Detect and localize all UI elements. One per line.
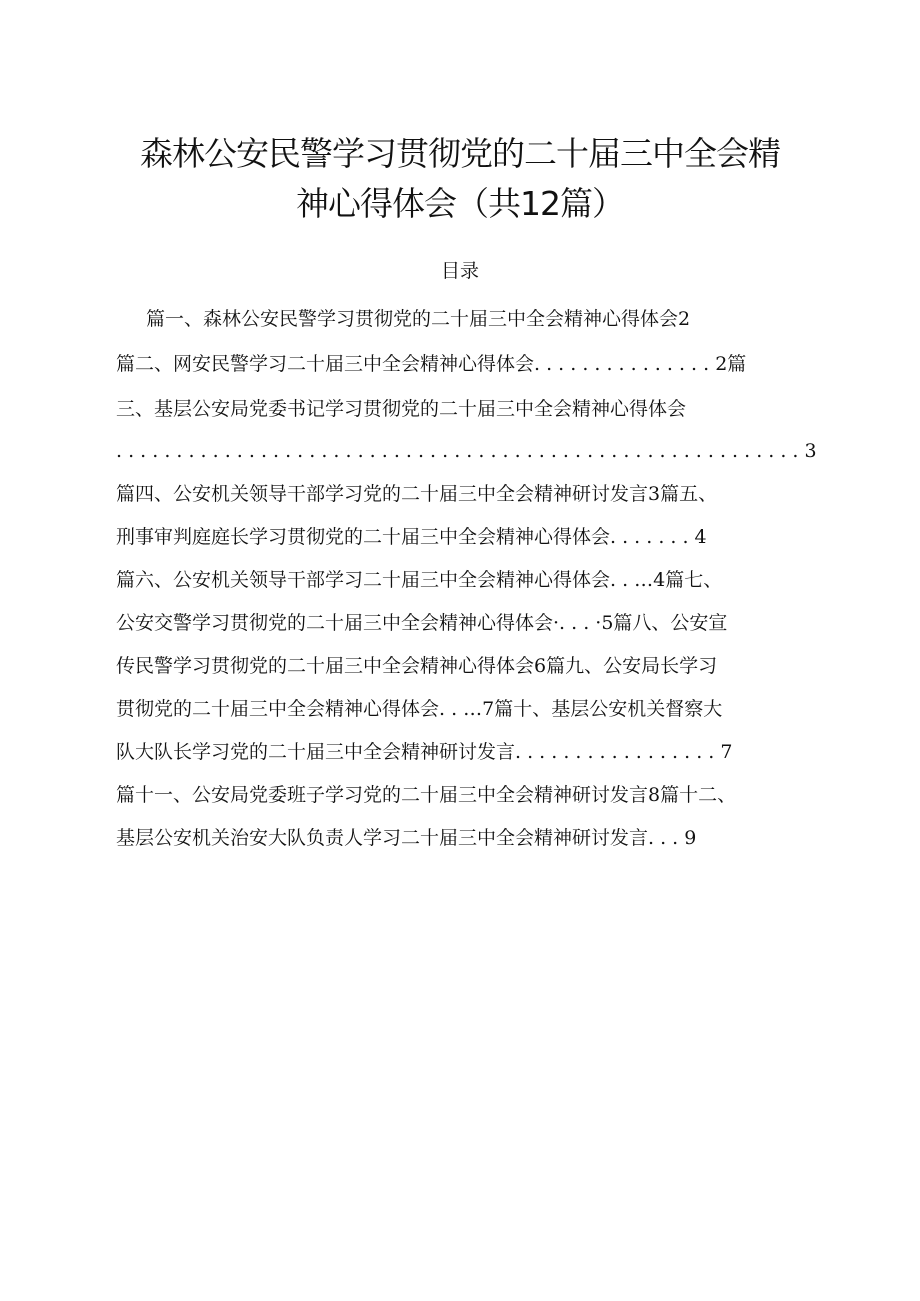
- toc-line: 篇一、森林公安民警学习贯彻党的二十届三中全会精神心得体会2: [146, 308, 691, 330]
- document-title-line-1: 森林公安民警学习贯彻党的二十届三中全会精: [140, 134, 780, 173]
- toc-line: 篇二、网安民警学习二十届三中全会精神心得体会. . . . . . . . . . . . . . . 2篇: [116, 353, 747, 375]
- toc-heading: 目录: [440, 260, 479, 282]
- toc-line: 三、基层公安局党委书记学习贯彻党的二十届三中全会精神心得体会: [116, 398, 687, 420]
- document-title-line-2: 神心得体会（共12篇）: [296, 184, 624, 223]
- toc-line: 刑事审判庭庭长学习贯彻党的二十届三中全会精神心得体会. . . . . . . 4: [116, 526, 707, 548]
- toc-line: 传民警学习贯彻党的二十届三中全会精神心得体会6篇九、公安局长学习: [116, 655, 718, 677]
- toc-line: 篇四、公安机关领导干部学习党的二十届三中全会精神研讨发言3篇五、: [116, 483, 718, 505]
- toc-line: 队大队长学习党的二十届三中全会精神研讨发言. . . . . . . . . . . . . . . . . 7: [116, 741, 733, 763]
- toc-line: . . . . . . . . . . . . . . . . . . . . . . . . . . . . . . . . . . . . . . . . . . . . . . . . . . . . . . . . . 3: [116, 440, 817, 462]
- toc-line: 篇十一、公安局党委班子学习党的二十届三中全会精神研讨发言8篇十二、: [116, 784, 737, 806]
- toc-line: 篇六、公安机关领导干部学习二十届三中全会精神心得体会. . …4篇七、: [116, 569, 723, 591]
- toc-line: 公安交警学习贯彻党的二十届三中全会精神心得体会·. . . ·5篇八、公安宣: [116, 612, 728, 634]
- toc-line: 贯彻党的二十届三中全会精神心得体会. . …7篇十、基层公安机关督察大: [116, 698, 723, 720]
- toc-line: 基层公安机关治安大队负责人学习二十届三中全会精神研讨发言. . . 9: [116, 827, 697, 849]
